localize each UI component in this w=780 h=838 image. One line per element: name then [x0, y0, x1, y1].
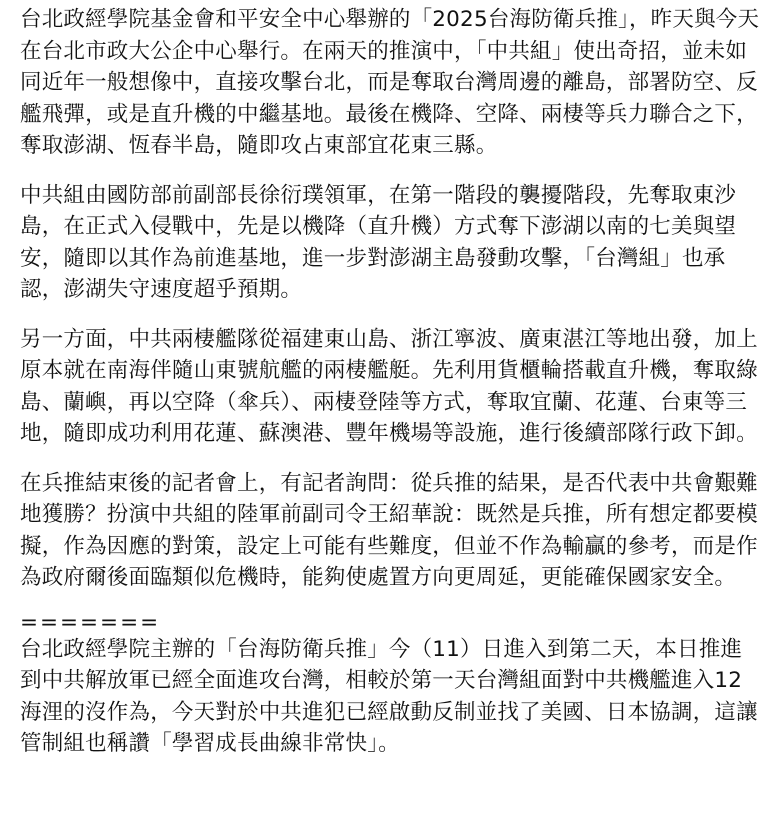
- paragraph-eastern-landing: 另一方面，中共兩棲艦隊從福建東山島、浙江寧波、廣東湛江等地出發，加上原本就在南海伴隨山東號航艦的兩棲艦艇。先利用貨櫃輪搭載直升機，奪取綠島、蘭嶼，再以空降（傘兵）、兩棲登陸等方式，奪取宜蘭、花蓮、台東等三地，隨即成功利用花蓮、蘇澳港、豐年機場等設施，進行後續部隊行政下卸。: [20, 326, 758, 446]
- paragraph-intro: 台北政經學院基金會和平安全中心舉辦的「2025台海防衛兵推」，昨天與今天在台北市政大公企中心舉行。在兩天的推演中，「中共組」使出奇招，並未如同近年一般想像中，直接攻擊台北，而是奪取台灣周邊的離島，部署防空、反艦飛彈，或是直升機的中繼基地。最後在機降、空降、兩棲等兵力聯合之下，奪取澎湖、恆春半島，隨即攻占東部宜花東三縣。: [20, 7, 760, 158]
- paragraph-day-two: 台北政經學院主辦的「台海防衛兵推」今（11）日進入到第二天，本日推進到中共解放軍已經全面進攻台灣，相較於第一天台灣組面對中共機艦進入12海浬的沒作為，今天對於中共進犯已經啟動反制並找了美國、日本協調，這讓管制組也稱讚「學習成長曲線非常快」。: [20, 636, 758, 756]
- paragraph-press-conference: 在兵推結束後的記者會上，有記者詢問：從兵推的結果，是否代表中共會艱難地獲勝？扮演中共組的陸軍前副司令王紹華說：既然是兵推，所有想定都要模擬，作為因應的對策，設定上可能有些難度，但並不作為輸贏的參考，而是作為政府爾後面臨類似危機時，能夠使處置方向更周延，更能確保國家安全。: [20, 470, 758, 590]
- section-separator: =======: [20, 609, 161, 635]
- paragraph-penghu: 中共組由國防部前副部長徐衍璞領軍，在第一階段的襲擾階段，先奪取東沙島，在正式入侵戰中，先是以機降（直升機）方式奪下澎湖以南的七美與望安，隨即以其作為前進基地，進一步對澎湖主島發動攻擊，「台灣組」也承認，澎湖失守速度超乎預期。: [20, 182, 737, 302]
